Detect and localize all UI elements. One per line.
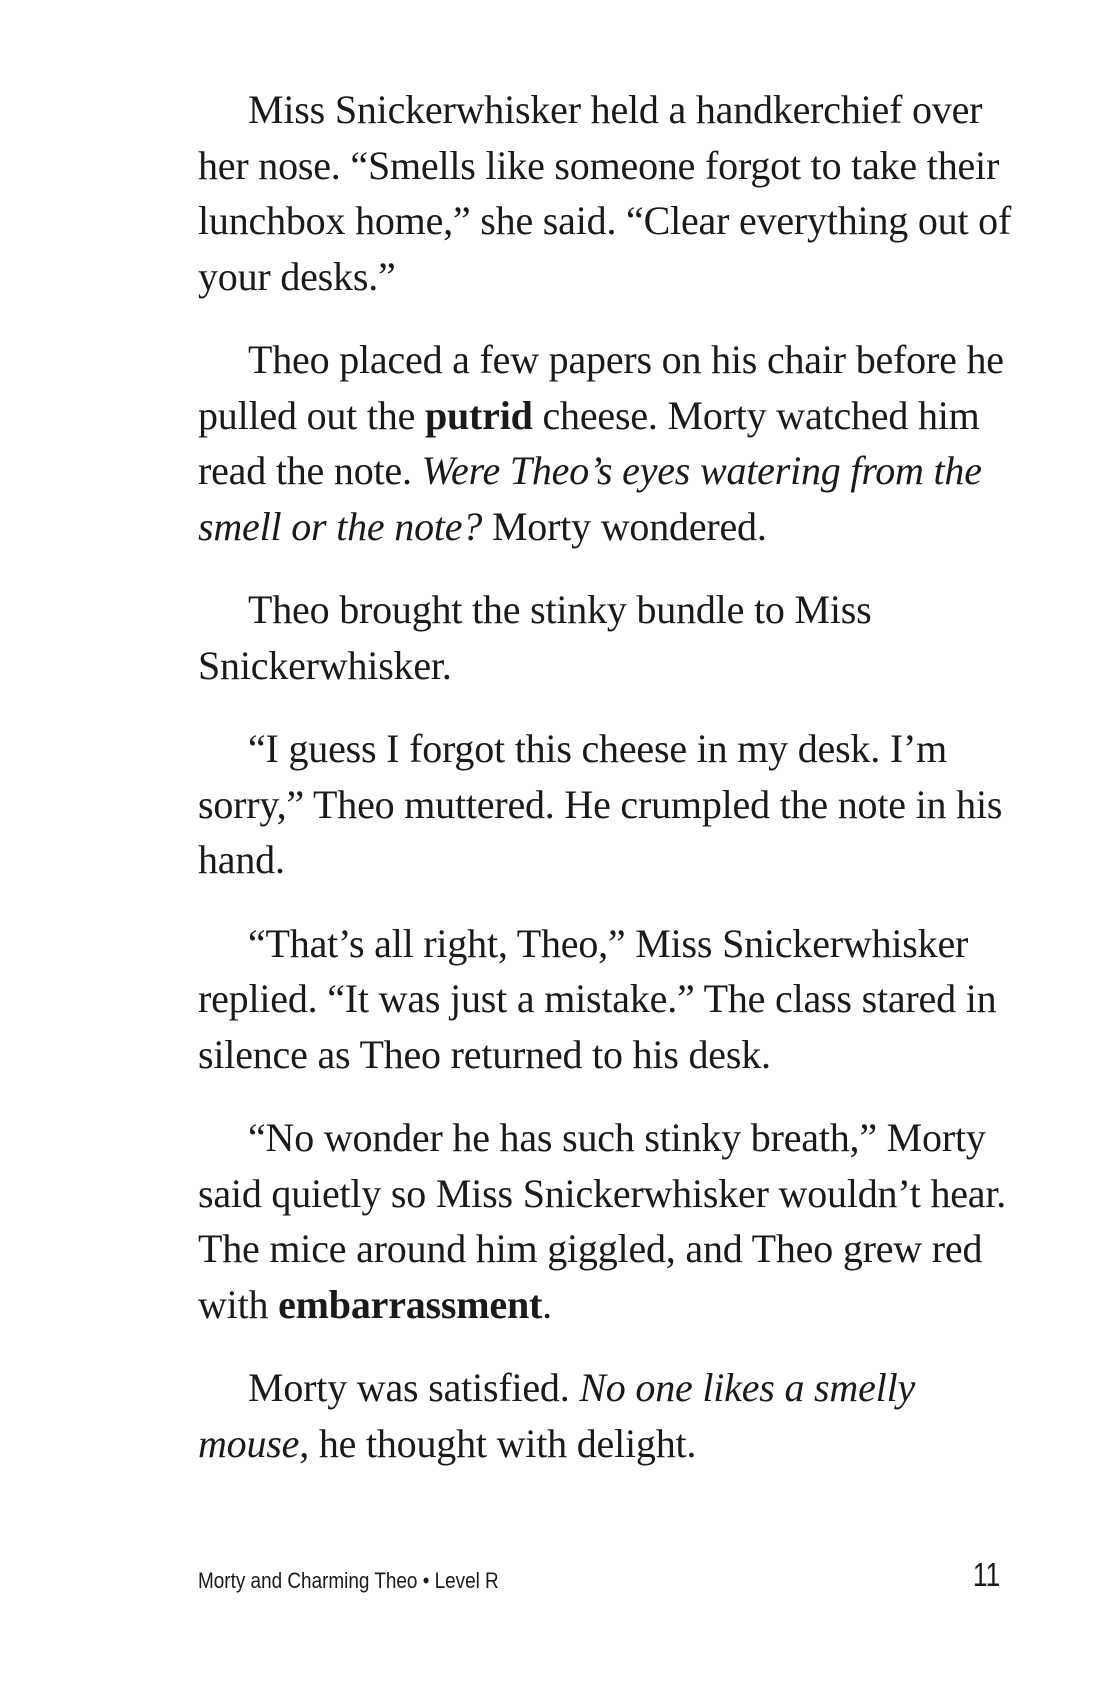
text-segment: “That’s all right, Theo,” Miss Snickerwhisker replied. “It was just a mistake.” The class stared in silence as Theo returned to his desk. — [198, 920, 997, 1077]
text-segment: . — [542, 1281, 552, 1327]
text-segment: “I guess I forgot this cheese in my desk. I’m sorry,” Theo muttered. He crumpled the note in his hand. — [198, 726, 1003, 882]
story-paragraph — [198, 1360, 1018, 1471]
thought-text: No one likes a smelly mouse — [198, 1365, 916, 1466]
footer-book-title: Morty and Charming Theo • Level R — [198, 1568, 499, 1593]
text-segment: Theo brought the stinky bundle to Miss Snickerwhisker. — [198, 587, 872, 688]
story-paragraph — [198, 582, 1018, 693]
text-segment: Miss Snickerwhisker held a handkerchief over her nose. “Smells like someone forgot to take their lunchbox home,” she said. “Clear everything out of your desks.” — [198, 87, 1012, 299]
text-segment: Theo placed a few papers on his chair before he pulled out the — [198, 337, 1004, 438]
text-segment: Morty was satisfied. — [248, 1365, 580, 1410]
story-paragraph — [198, 916, 1018, 1083]
vocabulary-word: putrid — [424, 392, 533, 438]
text-segment: , he thought with delight. — [299, 1420, 697, 1466]
vocabulary-word: embarrassment — [278, 1281, 543, 1327]
text-segment: cheese. Morty watched him read the note. — [198, 392, 980, 493]
page-number: 11 — [972, 1556, 1000, 1593]
text-segment: Morty wondered. — [482, 503, 767, 549]
story-paragraph — [198, 721, 1018, 888]
story-paragraph — [198, 332, 1018, 554]
text-segment: “No wonder he has such stinky breath,” Morty said quietly so Miss Snickerwhisker wouldn’t hear. The mice around him giggled, and Theo grew red with — [198, 1115, 1007, 1327]
thought-text: Were Theo’s eyes watering from the smell or the note? — [198, 448, 982, 549]
story-paragraph — [198, 82, 1018, 304]
story-text — [198, 82, 1018, 1499]
story-paragraph — [198, 1110, 1018, 1332]
